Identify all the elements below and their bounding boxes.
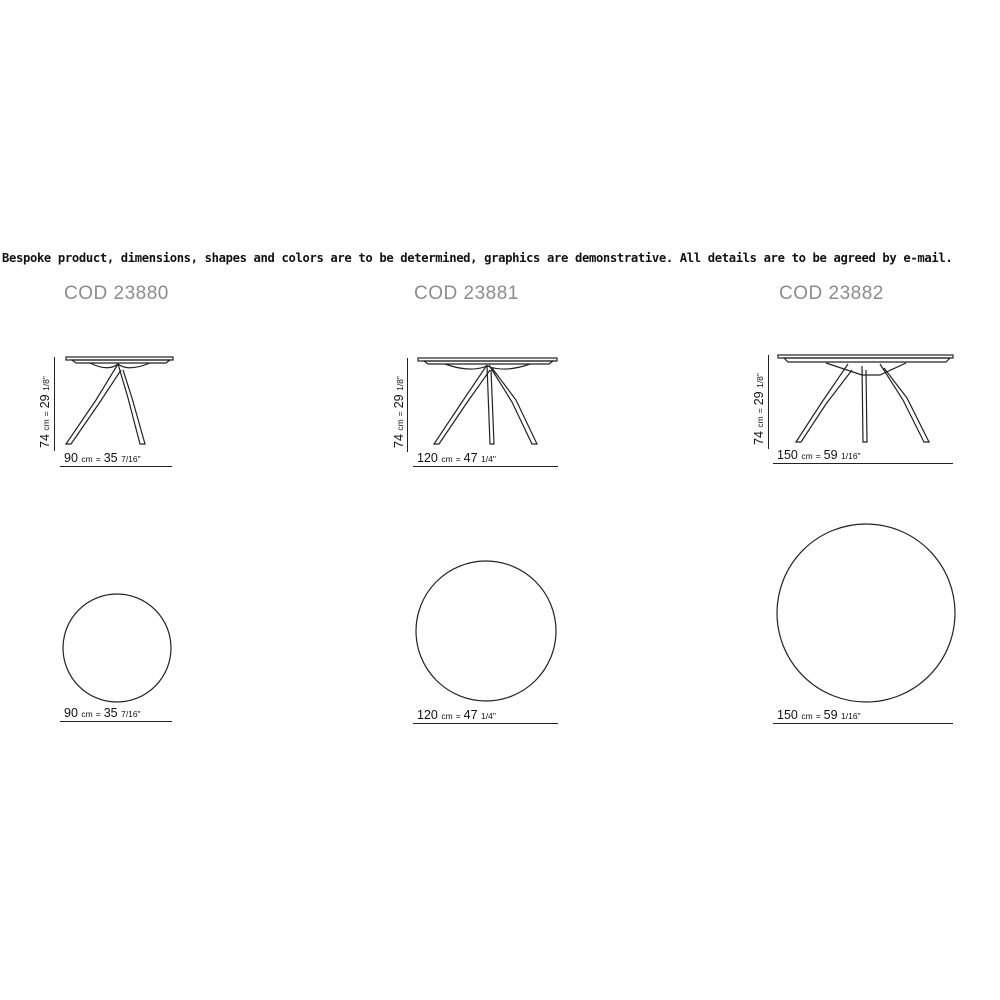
width-side-dimension-23880: 90 cm = 35 7/16": [64, 451, 141, 465]
height-dimension-23882: 74 cm=29 1/8": [752, 373, 766, 445]
height-dimension-23880: 74 cm=29 1/8": [38, 376, 52, 448]
width-top-dimension-23880: 90 cm = 35 7/16": [64, 706, 141, 720]
width-top-dimension-23881: 120 cm = 47 1/4": [417, 708, 496, 722]
width-side-dimension-23881: 120 cm = 47 1/4": [417, 451, 496, 465]
product-code-23882: COD 23882: [779, 283, 884, 304]
width-side-dimension-23882: 150 cm = 59 1/16": [777, 448, 861, 462]
height-dimension-23881: 74 cm=29 1/8": [392, 376, 406, 448]
disclaimer-text: Bespoke product, dimensions, shapes and colors are to be determined, graphics are demonstrative. All details are to be agreed by e-mail.: [2, 251, 953, 265]
width-top-dimension-23882: 150 cm = 59 1/16": [777, 708, 861, 722]
product-code-23881: COD 23881: [414, 283, 519, 304]
product-code-23880: COD 23880: [64, 283, 169, 304]
